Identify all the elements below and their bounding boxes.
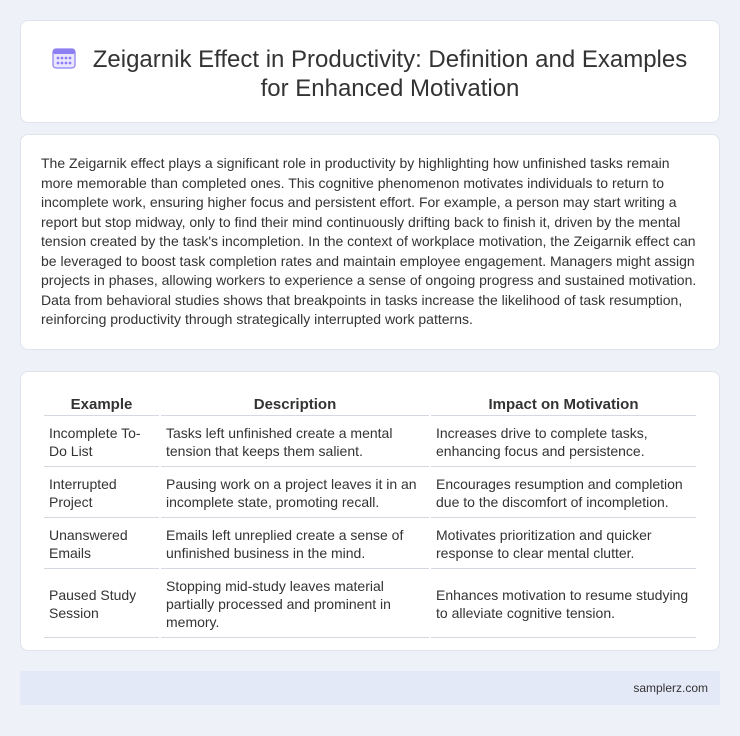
cell-description: Stopping mid-study leaves material partially processed and prominent in memory.: [161, 569, 429, 638]
table-row: [44, 518, 696, 569]
cell-example: Interrupted Project: [44, 467, 159, 518]
cell-example: Incomplete To-Do List: [44, 416, 159, 467]
footer-bar: [20, 671, 720, 705]
cell-impact: Enhances motivation to resume studying to alleviate cognitive tension.: [431, 569, 696, 638]
cell-description: Emails left unreplied create a sense of unfinished business in the mind.: [161, 518, 429, 569]
cell-impact: Motivates prioritization and quicker response to clear mental clutter.: [431, 518, 696, 569]
table-row: [44, 416, 696, 467]
footer-site-link[interactable]: samplerz.com: [633, 681, 708, 695]
cell-impact: Increases drive to complete tasks, enhancing focus and persistence.: [431, 416, 696, 467]
cell-description: Tasks left unfinished create a mental tension that keeps them salient.: [161, 416, 429, 467]
cell-example: Unanswered Emails: [44, 518, 159, 569]
page-title: Zeigarnik Effect in Productivity: Definition and Examples for Enhanced Motivation: [92, 46, 688, 102]
table-card: [20, 371, 720, 651]
cell-impact: Encourages resumption and completion due to the discomfort of incompletion.: [431, 467, 696, 518]
intro-card: [20, 134, 720, 350]
cell-example: Paused Study Session: [44, 569, 159, 638]
examples-table: [42, 393, 698, 638]
title-card: [20, 20, 720, 123]
header-impact: Impact on Motivation: [431, 393, 696, 416]
cell-description: Pausing work on a project leaves it in an incomplete state, promoting recall.: [161, 467, 429, 518]
header-description: Description: [161, 393, 429, 416]
table-row: [44, 467, 696, 518]
intro-paragraph: The Zeigarnik effect plays a significant role in productivity by highlighting how unfinished tasks remain more memorable than completed ones. This cognitive phenomenon motivates individuals to return to incomplete work, ensuring higher focus and persistent effort. For example, a person may start writing a report but stop midway, only to find their mind continuously drifting back to finish it, driven by the mental tension created by the task's incompletion. In the context of workplace motivation, the Zeigarnik effect can be leveraged to boost task completion rates and maintain employee engagement. Managers might assign projects in phases, allowing workers to experience a sense of ongoing progress and sustained motivation. Data from behavioral studies shows that breakpoints in tasks increase the likelihood of task resumption, reinforcing productivity through strategically interrupted work patterns.: [41, 155, 697, 327]
table-header-row: [44, 393, 696, 416]
table-row: [44, 569, 696, 638]
header-example: Example: [44, 393, 159, 416]
